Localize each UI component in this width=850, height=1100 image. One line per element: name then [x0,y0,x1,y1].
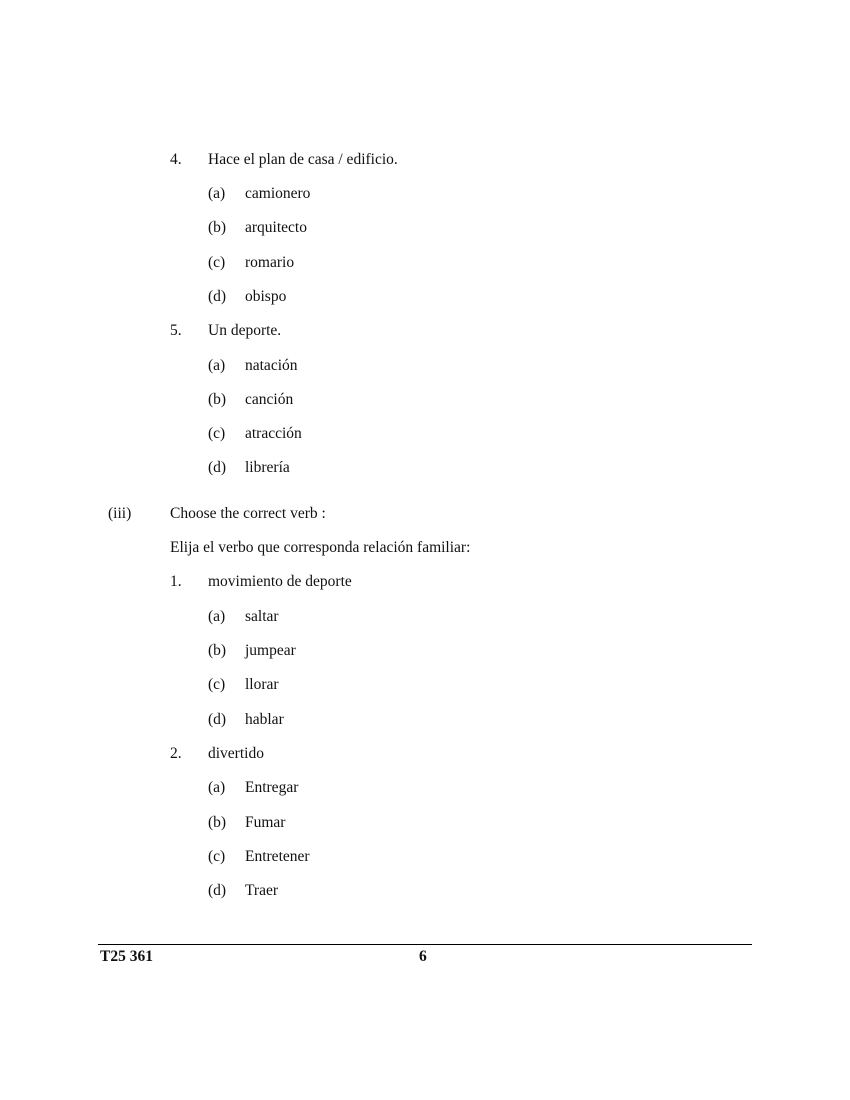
question-4-prompt: Hace el plan de casa / edificio. [208,151,398,168]
iii-q2-option-c-text: Entretener [245,848,310,865]
section-iii-instruction-en: Choose the correct verb : [170,505,326,522]
q4-option-a-text: camionero [245,185,311,202]
q5-option-d-letter: (d) [208,459,227,476]
q4-option-c-letter: (c) [208,254,226,271]
section-iii-instruction-es: Elija el verbo que corresponda relación familiar: [170,539,471,556]
iii-q1-option-a-text: saltar [245,608,279,625]
iii-q1-option-d-letter: (d) [208,711,227,728]
iii-q2-option-a-letter: (a) [208,779,226,796]
iii-question-2-prompt: divertido [208,745,264,762]
iii-q2-option-b-letter: (b) [208,814,227,831]
q5-option-a-text: natación [245,357,298,374]
q4-option-b-text: arquitecto [245,219,307,236]
iii-question-1-prompt: movimiento de deporte [208,573,352,590]
footer-page-number: 6 [419,948,427,965]
iii-q2-option-c-letter: (c) [208,848,226,865]
footer-rule [98,944,752,945]
iii-q1-option-c-letter: (c) [208,676,226,693]
iii-q2-option-a-text: Entregar [245,779,299,796]
iii-q2-option-b-text: Fumar [245,814,286,831]
q5-option-b-letter: (b) [208,391,227,408]
q5-option-c-text: atracción [245,425,302,442]
q5-option-b-text: canción [245,391,294,408]
iii-question-2-number: 2. [170,745,182,762]
iii-q2-option-d-letter: (d) [208,882,227,899]
iii-q1-option-a-letter: (a) [208,608,226,625]
iii-q1-option-c-text: llorar [245,676,279,693]
q4-option-d-letter: (d) [208,288,227,305]
section-iii-label: (iii) [108,505,132,522]
q4-option-a-letter: (a) [208,185,226,202]
q4-option-c-text: romario [245,254,295,271]
q5-option-d-text: librería [245,459,290,476]
q4-option-b-letter: (b) [208,219,227,236]
q5-option-a-letter: (a) [208,357,226,374]
iii-q2-option-d-text: Traer [245,882,279,899]
iii-question-1-number: 1. [170,573,182,590]
iii-q1-option-b-text: jumpear [245,642,296,659]
iii-q1-option-b-letter: (b) [208,642,227,659]
q5-option-c-letter: (c) [208,425,226,442]
question-5-prompt: Un deporte. [208,322,282,339]
question-4-number: 4. [170,151,182,168]
question-5-number: 5. [170,322,182,339]
q4-option-d-text: obispo [245,288,287,305]
iii-q1-option-d-text: hablar [245,711,284,728]
footer-code: T25 361 [100,948,153,965]
